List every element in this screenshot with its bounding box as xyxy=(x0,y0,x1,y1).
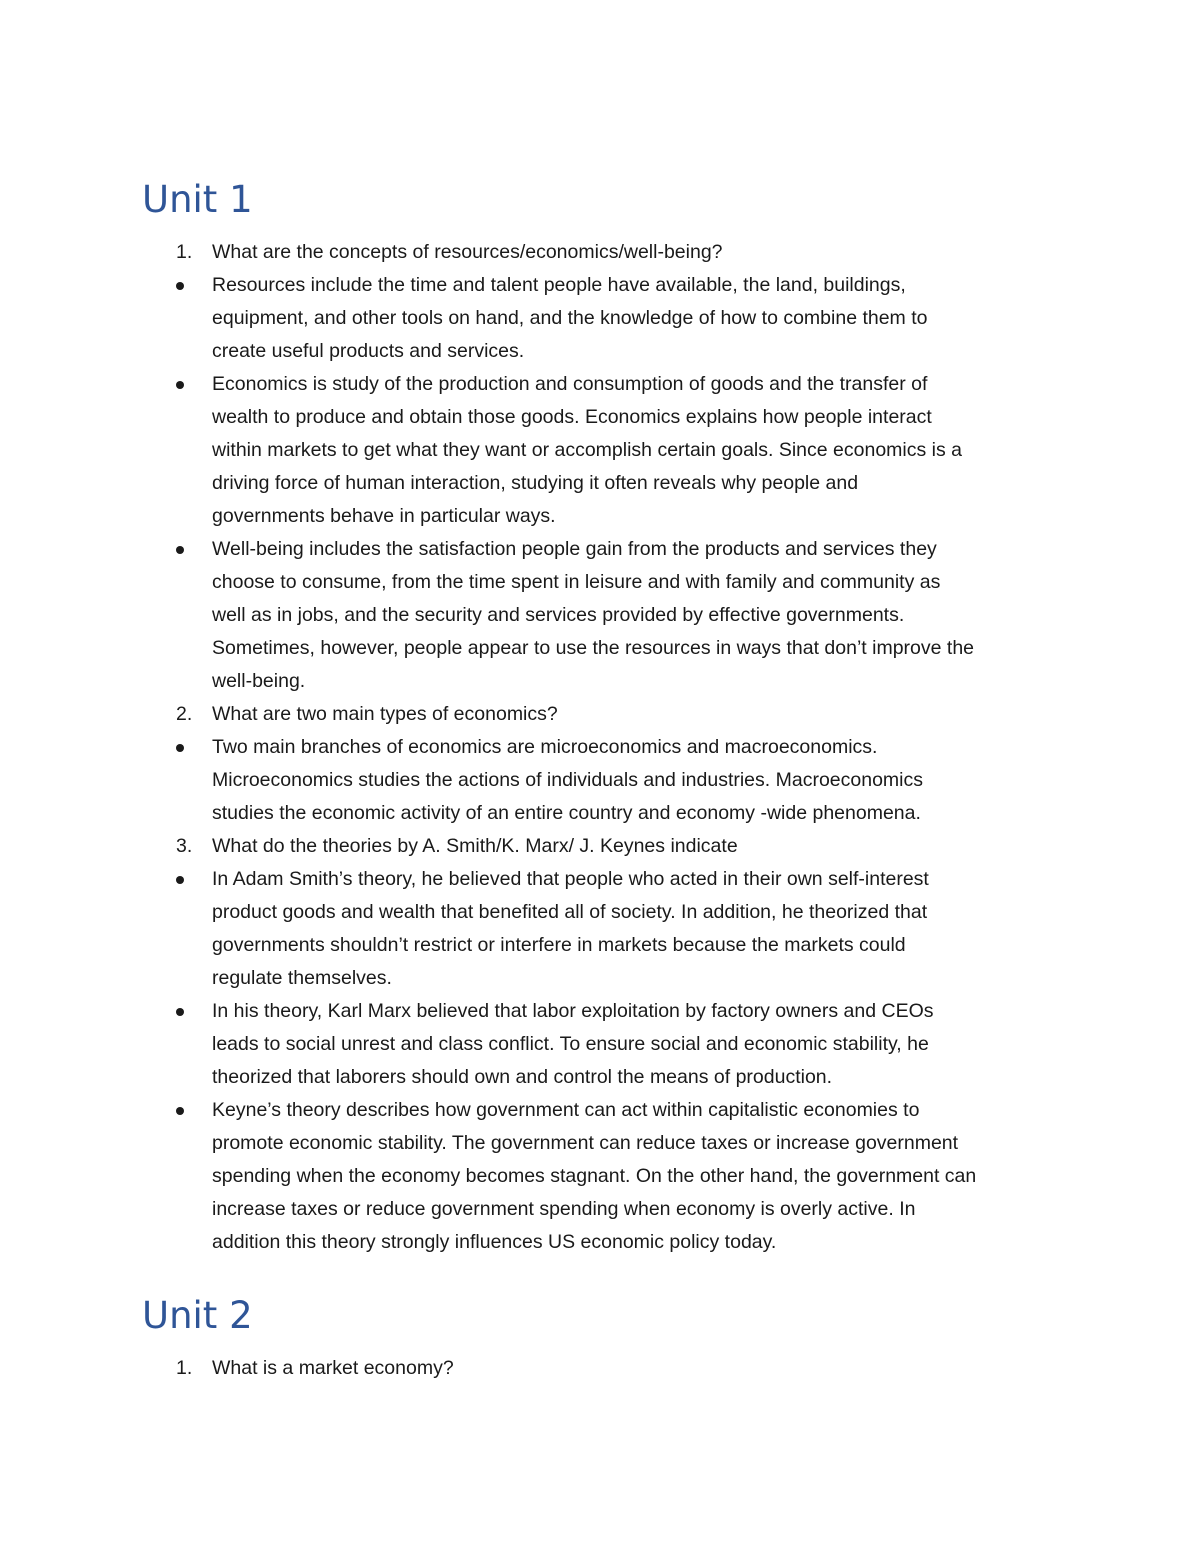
question-number: 2. xyxy=(176,703,193,725)
bullet-text-line: increase taxes or reduce government spending when economy is overly active. In xyxy=(212,1198,916,1220)
bullet-icon xyxy=(176,1107,184,1115)
bullet-icon xyxy=(176,1008,184,1016)
bullet-text-line: well as in jobs, and the security and services provided by effective governments. xyxy=(212,604,905,626)
bullet-text-line: theorized that laborers should own and control the means of production. xyxy=(212,1066,833,1088)
bullet-item xyxy=(0,368,1200,533)
bullet-text-line: choose to consume, from the time spent in leisure and with family and community as xyxy=(212,571,941,593)
bullet-text-line: promote economic stability. The government can reduce taxes or increase government xyxy=(212,1132,959,1154)
bullet-text-line: In Adam Smith’s theory, he believed that people who acted in their own self-interest xyxy=(212,868,929,890)
bullet-text-line: product goods and wealth that benefited all of society. In addition, he theorized that xyxy=(212,901,928,923)
bullet-text-line: well-being. xyxy=(212,670,306,692)
question-item xyxy=(0,1352,1200,1385)
bullet-text-line: create useful products and services. xyxy=(212,340,525,362)
bullet-text-line: Sometimes, however, people appear to use the resources in ways that don’t improve the xyxy=(212,637,975,659)
bullet-icon xyxy=(176,282,184,290)
bullet-text-line: Keyne’s theory describes how government can act within capitalistic economies to xyxy=(212,1099,920,1121)
bullet-text-line: equipment, and other tools on hand, and the knowledge of how to combine them to xyxy=(212,307,928,329)
bullet-text-line: wealth to produce and obtain those goods. Economics explains how people interact xyxy=(212,406,932,428)
bullet-icon xyxy=(176,546,184,554)
bullet-text-line: Economics is study of the production and consumption of goods and the transfer of xyxy=(212,373,928,395)
question-text: What is a market economy? xyxy=(212,1357,454,1379)
bullet-text-line: studies the economic activity of an entire country and economy -wide phenomena. xyxy=(212,802,921,824)
question-number: 1. xyxy=(176,241,193,263)
bullet-icon xyxy=(176,744,184,752)
bullet-text-line: leads to social unrest and class conflict. To ensure social and economic stability, he xyxy=(212,1033,929,1055)
bullet-text-line: In his theory, Karl Marx believed that labor exploitation by factory owners and CEOs xyxy=(212,1000,934,1022)
unit-1-heading: Unit 1 xyxy=(142,178,253,221)
question-text: What do the theories by A. Smith/K. Marx/ J. Keynes indicate xyxy=(212,835,738,857)
bullet-text-line: Two main branches of economics are microeconomics and macroeconomics. xyxy=(212,736,878,758)
bullet-icon xyxy=(176,381,184,389)
bullet-text-line: driving force of human interaction, studying it often reveals why people and xyxy=(212,472,859,494)
question-number: 1. xyxy=(176,1357,193,1379)
bullet-text-line: Well-being includes the satisfaction people gain from the products and services they xyxy=(212,538,937,560)
bullet-text-line: Resources include the time and talent people have available, the land, buildings, xyxy=(212,274,906,296)
bullet-item xyxy=(0,995,1200,1094)
bullet-text-line: spending when the economy becomes stagnant. On the other hand, the government can xyxy=(212,1165,977,1187)
bullet-item xyxy=(0,863,1200,995)
bullet-text-line: within markets to get what they want or accomplish certain goals. Since economics is a xyxy=(212,439,963,461)
unit-2-list xyxy=(0,1352,1200,1385)
question-item xyxy=(0,830,1200,863)
bullet-item xyxy=(0,269,1200,368)
bullet-text-line: addition this theory strongly influences US economic policy today. xyxy=(212,1231,777,1253)
bullet-text-line: governments behave in particular ways. xyxy=(212,505,556,527)
question-item xyxy=(0,698,1200,731)
unit-2-heading: Unit 2 xyxy=(142,1294,253,1337)
bullet-item xyxy=(0,731,1200,830)
question-text: What are the concepts of resources/economics/well-being? xyxy=(212,241,723,263)
bullet-text-line: Microeconomics studies the actions of individuals and industries. Macroeconomics xyxy=(212,769,923,791)
bullet-text-line: regulate themselves. xyxy=(212,967,392,989)
bullet-text-line: governments shouldn’t restrict or interfere in markets because the markets could xyxy=(212,934,906,956)
question-text: What are two main types of economics? xyxy=(212,703,558,725)
question-number: 3. xyxy=(176,835,193,857)
bullet-icon xyxy=(176,876,184,884)
unit-1-list xyxy=(0,236,1200,1259)
question-item xyxy=(0,236,1200,269)
bullet-item xyxy=(0,533,1200,698)
bullet-item xyxy=(0,1094,1200,1259)
